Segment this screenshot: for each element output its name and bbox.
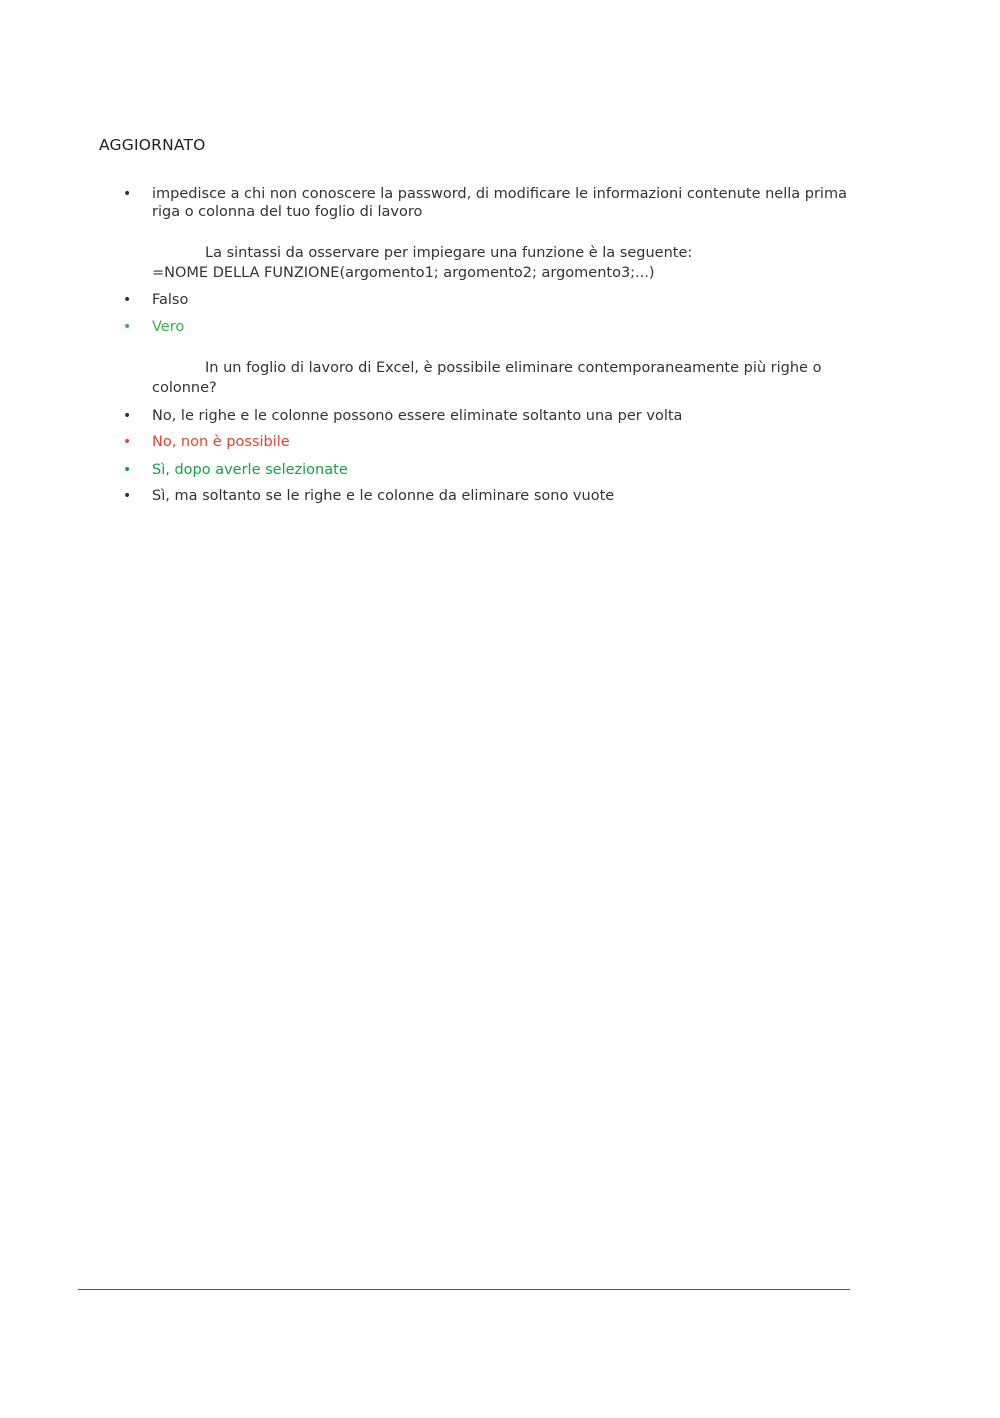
answer-text: Falso: [152, 292, 189, 308]
answer-option: [123, 487, 883, 505]
question-line: colonne?: [152, 380, 217, 396]
answer-text: Sì, ma soltanto se le righe e le colonne da eliminare sono vuote: [152, 488, 615, 504]
bullet-icon: •: [123, 434, 132, 450]
bullet-icon: •: [123, 462, 132, 478]
bullet-icon: •: [123, 292, 132, 308]
list-item: [123, 185, 883, 221]
answer-text: No, non è possibile: [152, 434, 290, 450]
answer-option-wrong: [123, 433, 883, 451]
document-title: AGGIORNATO: [99, 136, 206, 154]
list-item-text: [152, 185, 883, 221]
footer-divider: [78, 1289, 850, 1290]
question-line: =NOME DELLA FUNZIONE(argomento1; argomento2; argomento3;...): [152, 265, 655, 281]
question-line: In un foglio di lavoro di Excel, è possibile eliminare contemporaneamente più righe o: [205, 360, 822, 376]
question-line: La sintassi da osservare per impiegare una funzione è la seguente:: [205, 245, 693, 261]
bullet-icon: •: [123, 488, 132, 504]
bullet-icon: •: [123, 408, 132, 424]
question-text: [152, 358, 872, 398]
bullet-icon: •: [123, 319, 132, 335]
question-text: [152, 243, 872, 283]
list-item-line: riga o colonna del tuo foglio di lavoro: [152, 204, 423, 220]
answer-option: [123, 291, 883, 309]
answer-text: No, le righe e le colonne possono essere eliminate soltanto una per volta: [152, 408, 683, 424]
list-item-line: impedisce a chi non conoscere la password, di modificare le informazioni contenute nella prima: [152, 186, 847, 202]
answer-text: Vero: [152, 319, 185, 335]
answer-text: Sì, dopo averle selezionate: [152, 462, 348, 478]
answer-option-correct: [123, 318, 883, 336]
answer-option: [123, 407, 883, 425]
bullet-icon: •: [123, 186, 132, 202]
answer-option-correct: [123, 461, 883, 479]
